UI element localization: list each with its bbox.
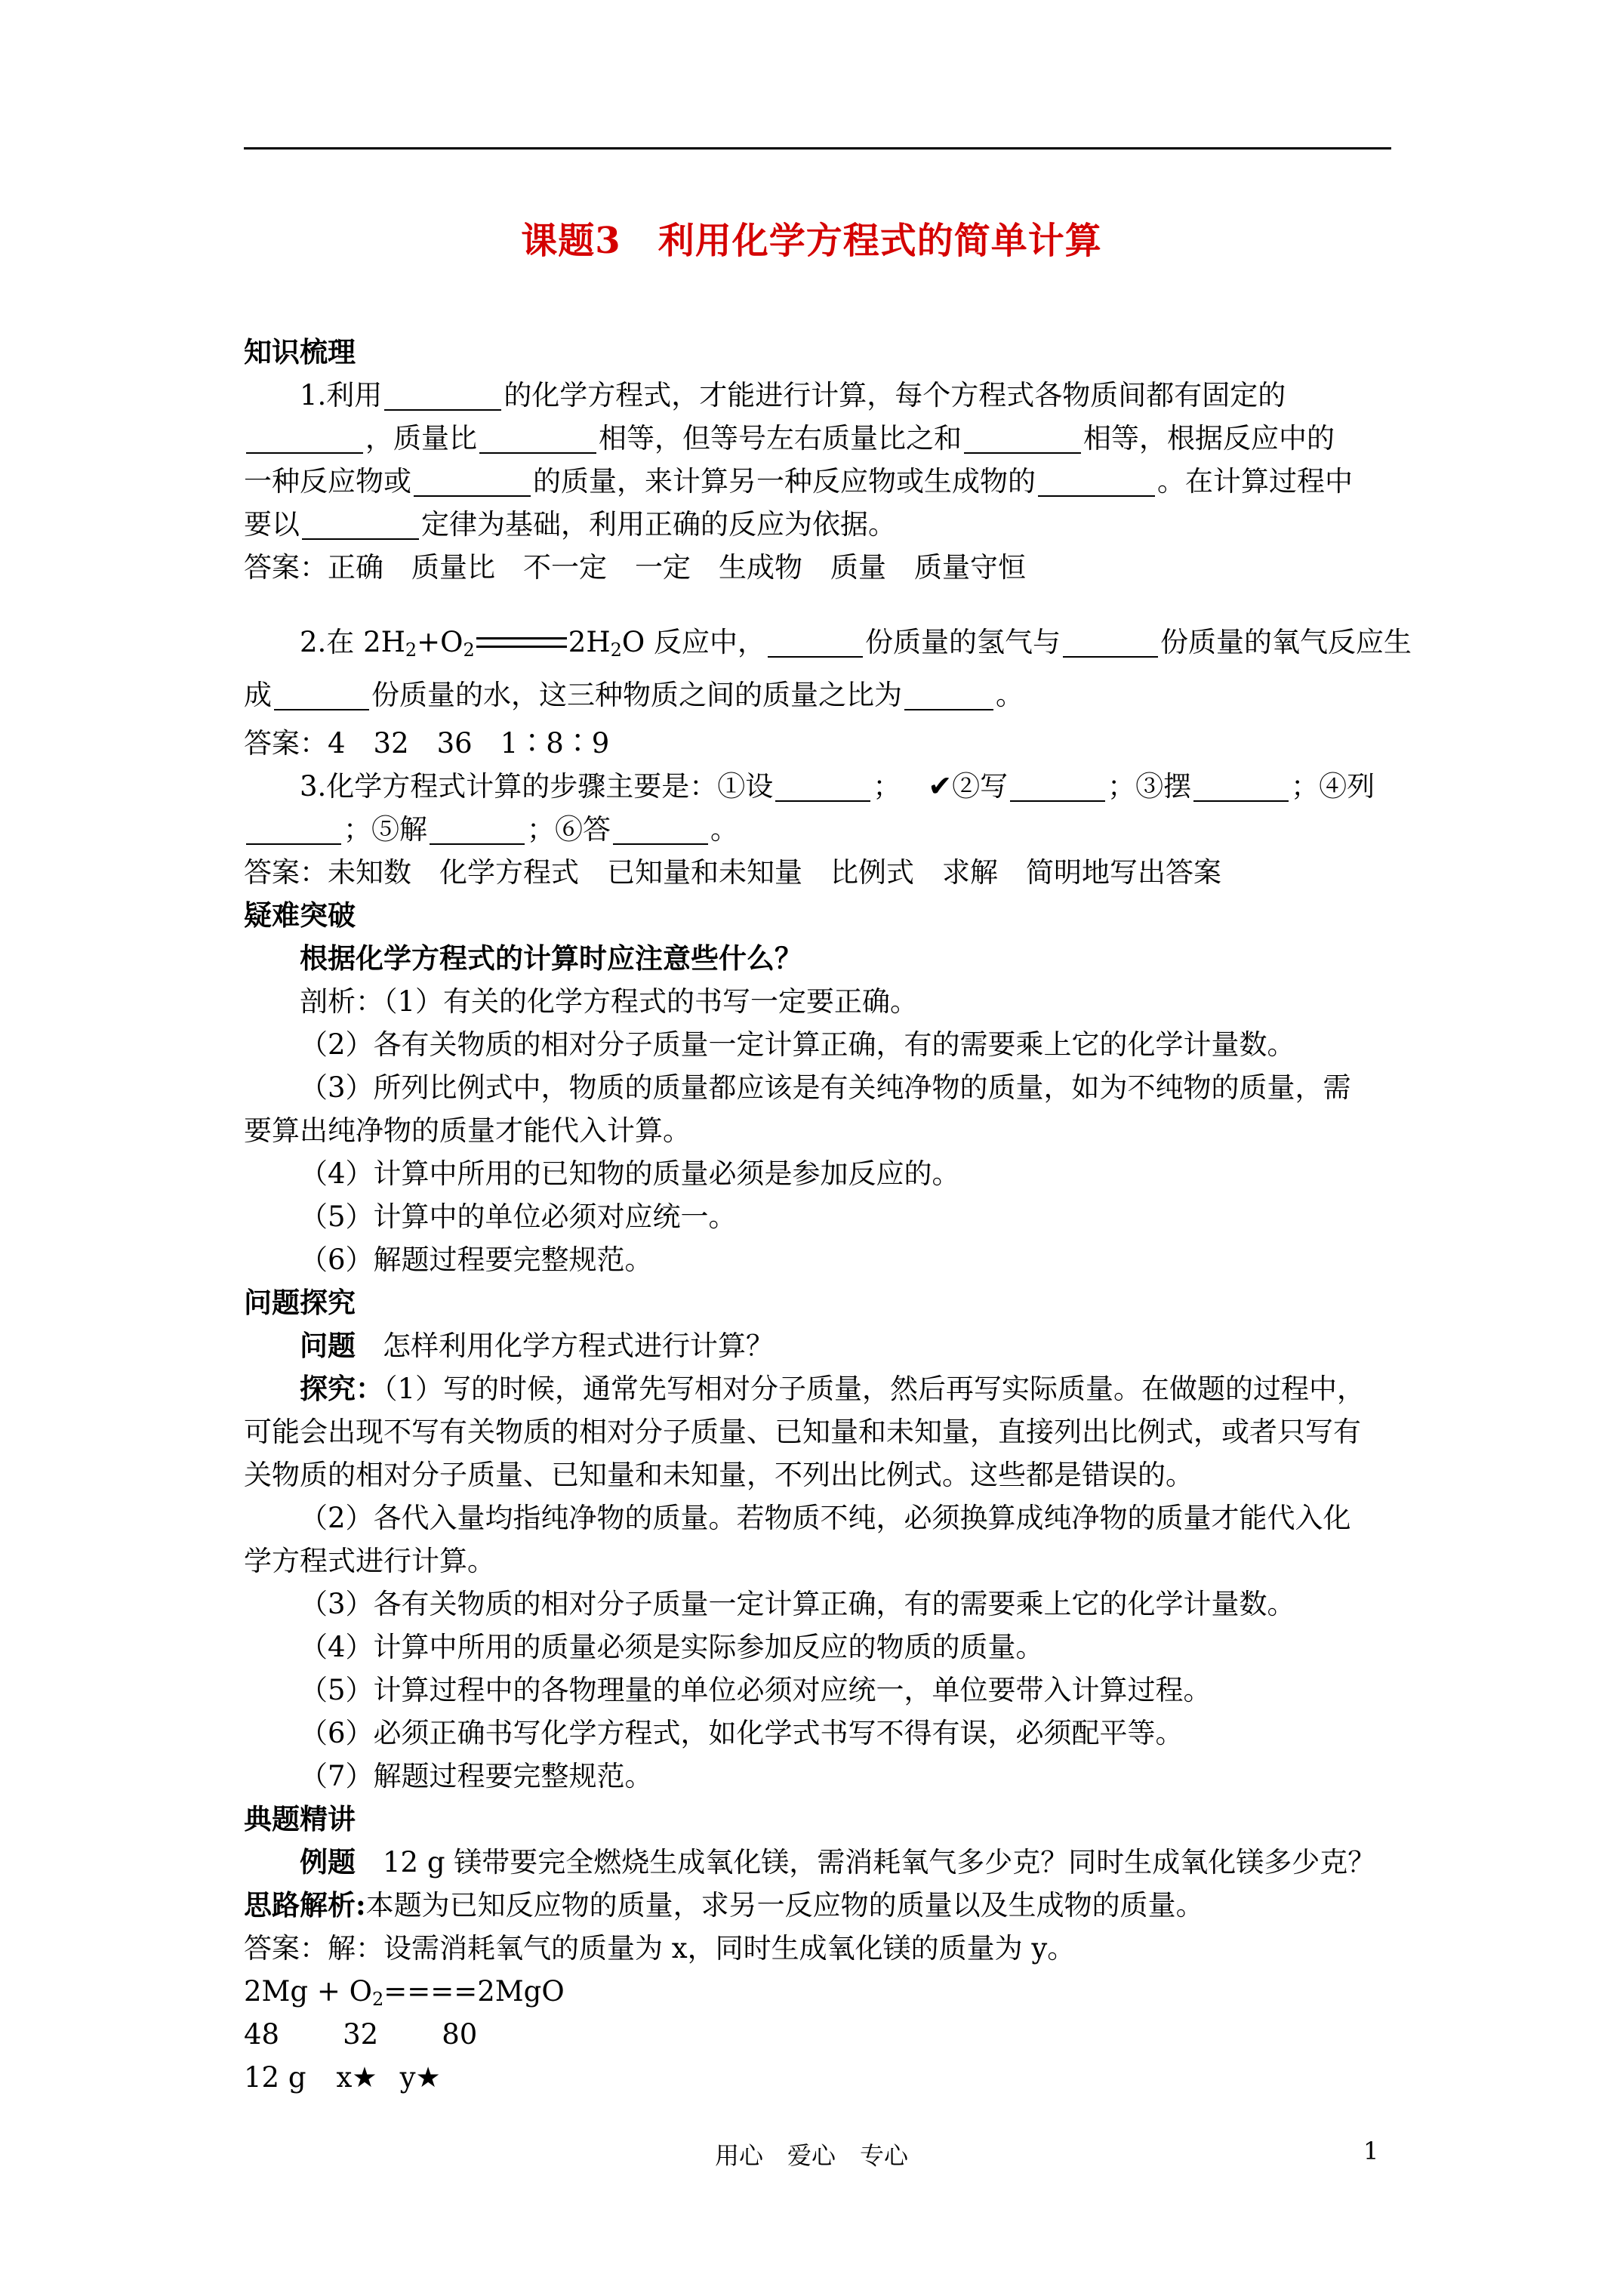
fill-blank (1193, 770, 1289, 802)
fill-blank (414, 465, 531, 497)
equals-sign (476, 637, 567, 648)
section-heading: 问题探究 (244, 1286, 356, 1319)
paragraph-line: （2）各有关物质的相对分子质量一定计算正确，有的需要乘上它的化学计量数。 (300, 1028, 1295, 1061)
paragraph-line: （3）所列比例式中，物质的质量都应该是有关纯净物的质量，如为不纯物的质量，需 (300, 1071, 1351, 1104)
fill-blank (1063, 626, 1158, 658)
fill-blank (1010, 770, 1105, 802)
section-heading: 典题精讲 (244, 1802, 356, 1835)
question-line: 根据化学方程式的计算时应注意些什么？ (300, 942, 802, 975)
paragraph-line: 要以 定律为基础，利用正确的反应为依据。 (244, 508, 896, 541)
paragraph-line: 关物质的相对分子质量、已知量和未知量，不列出比例式。这些都是错误的。 (244, 1459, 1193, 1491)
fill-blank (274, 679, 369, 710)
fill-blank (246, 813, 341, 845)
paragraph-line: 思路解析:本题为已知反应物的质量，求另一反应物的质量以及生成物的质量。 (244, 1888, 1204, 1922)
section-heading: 疑难突破 (244, 898, 356, 932)
paragraph-line: 要算出纯净物的质量才能代入计算。 (244, 1114, 691, 1147)
example-line: 例题 12 g 镁带要完全燃烧生成氧化镁，需消耗氧气多少克？同时生成氧化镁多少克？ (300, 1845, 1376, 1878)
fill-blank (384, 379, 501, 411)
equation-line: $2Mg + O_2====2MgO$ (244, 1975, 565, 2010)
paragraph-line: （2）各代入量均指纯净物的质量。若物质不纯，必须换算成纯净物的质量才能代入化 (300, 1502, 1351, 1534)
mass-ratio-line: 48 32 80 (244, 2018, 478, 2051)
fill-blank (904, 679, 993, 710)
fill-blank (768, 626, 863, 658)
answer-line: 答案：4 32 36 1∶8∶9 (244, 727, 610, 760)
fill-blank (1038, 465, 1155, 497)
paragraph-line: （6）解题过程要完整规范。 (300, 1244, 653, 1276)
check-mark-icon: ✔ (928, 769, 953, 803)
fill-blank (775, 770, 870, 802)
paragraph-line: （5）计算中的单位必须对应统一。 (300, 1200, 737, 1233)
paragraph-line: 1.利用 的化学方程式，才能进行计算，每个方程式各物质间都有固定的 (300, 379, 1286, 411)
fill-blank (613, 813, 708, 845)
footer-motto: 用心 爱心 专心 (714, 2141, 908, 2170)
paragraph-line: ，质量比 相等，但等号左右质量比之和 相等，根据反应中的 (244, 417, 1391, 460)
page-title: 课题3 利用化学方程式的简单计算 (521, 220, 1102, 262)
paragraph-line: 2.在 $2H_2+O_2$ $2H_2O$ 反应中， 份质量的氢气与 份质量的氧气反应生 (300, 626, 1412, 661)
header-rule (244, 147, 1391, 149)
fill-blank (302, 508, 419, 540)
paragraph-line: 剖析：（1）有关的化学方程式的书写一定要正确。 (300, 985, 919, 1018)
paragraph-line: （5）计算过程中的各物理量的单位必须对应统一，单位要带入计算过程。 (300, 1674, 1212, 1706)
paragraph-line: 3.化学方程式计算的步骤主要是：①设 ； ✔②写 ；③摆 ；④列 (300, 769, 1375, 803)
paragraph-line: （6）必须正确书写化学方程式，如化学式书写不得有误，必须配平等。 (300, 1717, 1184, 1749)
question-line: 问题 怎样利用化学方程式进行计算？ (300, 1329, 774, 1362)
fill-blank (964, 422, 1081, 454)
paragraph-line: （4）计算中所用的已知物的质量必须是参加反应的。 (300, 1157, 960, 1190)
document-body (244, 331, 1412, 2099)
fill-blank (479, 422, 596, 454)
answer-line: 答案：解：设需消耗氧气的质量为 x，同时生成氧化镁的质量为 y。 (244, 1932, 1076, 1965)
section-heading: 知识梳理 (244, 335, 356, 368)
fill-blank (430, 813, 525, 845)
answer-line: 答案：未知数 化学方程式 已知量和未知量 比例式 求解 简明地写出答案 (244, 856, 1221, 889)
paragraph-line: 学方程式进行计算。 (244, 1545, 495, 1577)
answer-line: 答案：正确 质量比 不一定 一定 生成物 质量 质量守恒 (244, 551, 1026, 584)
fill-blank (246, 422, 363, 454)
paragraph-line: 一种反应物或 的质量，来计算另一种反应物或生成物的 。在计算过程中 (244, 465, 1353, 498)
paragraph-line: 探究：（1）写的时候，通常先写相对分子质量，然后再写实际质量。在做题的过程中， (300, 1372, 1366, 1405)
paragraph-line: ；⑤解 ；⑥答 。 (244, 808, 1391, 851)
paragraph-line: （4）计算中所用的质量必须是实际参加反应的物质的质量。 (300, 1631, 1044, 1663)
paragraph-line: （7）解题过程要完整规范。 (300, 1760, 653, 1792)
paragraph-line: （3）各有关物质的相对分子质量一定计算正确，有的需要乘上它的化学计量数。 (300, 1588, 1295, 1620)
paragraph-line: 可能会出现不写有关物质的相对分子质量、已知量和未知量，直接列出比例式，或者只写有 (244, 1416, 1361, 1448)
paragraph-line: 成 份质量的水，这三种物质之间的质量之比为 。 (244, 679, 1024, 711)
given-values-line: 12 g x★ y★ (244, 2061, 441, 2094)
page-number: 1 (1363, 2137, 1379, 2165)
